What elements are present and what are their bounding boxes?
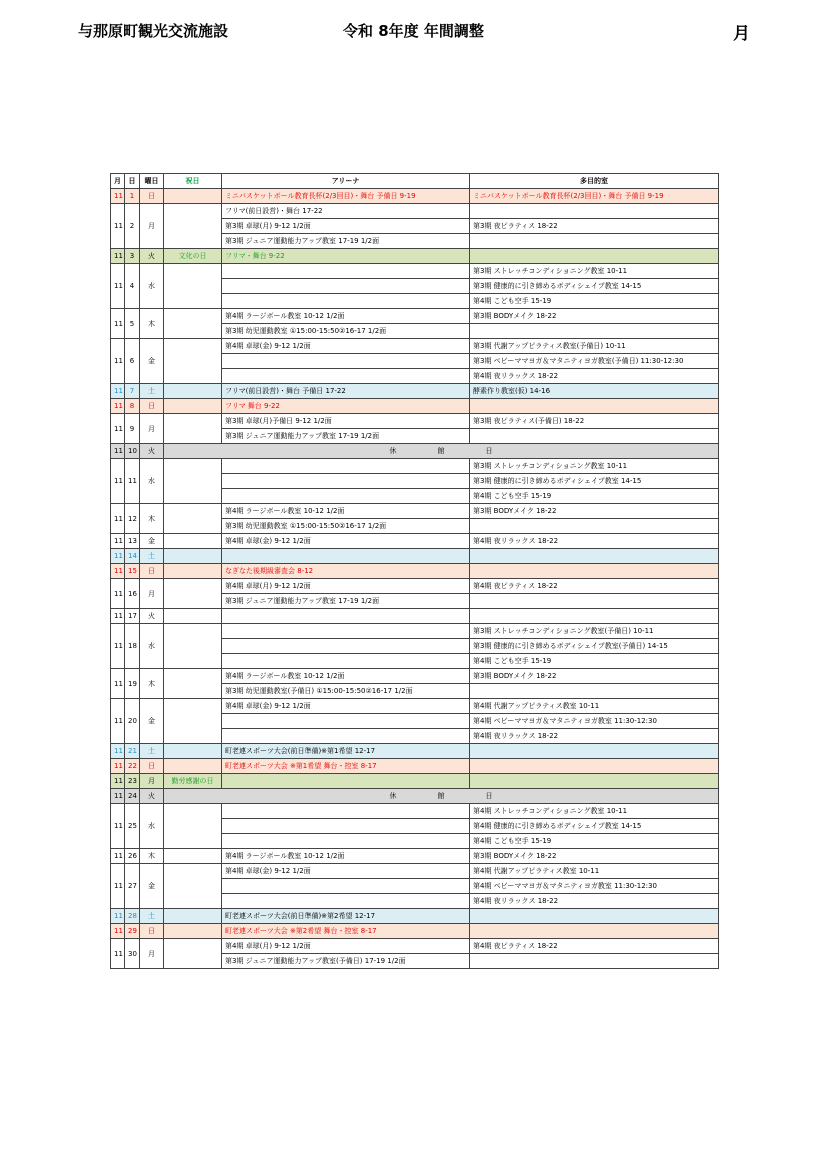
cell-m: 11 — [111, 504, 125, 534]
cell-m: 11 — [111, 789, 125, 804]
cell-m: 11 — [111, 909, 125, 924]
schedule-table — [110, 173, 719, 969]
cell-m: 11 — [111, 849, 125, 864]
cell-m: 11 — [111, 264, 125, 309]
arena-event: 町老連スポーツ大会(前日準備)※第2希望 12-17 — [222, 909, 470, 924]
cell-d: 25 — [125, 804, 140, 849]
table-row — [111, 744, 719, 759]
closed-label-char: 日 — [485, 447, 493, 455]
cell-h: 勤労感謝の日 — [164, 774, 222, 789]
closed-label-char: 休 — [389, 447, 397, 455]
cell-h — [164, 564, 222, 579]
cell-d: 18 — [125, 624, 140, 669]
cell-h — [164, 609, 222, 624]
cell-m: 11 — [111, 699, 125, 744]
cell-d: 7 — [125, 384, 140, 399]
arena-event: 第4期 ラージボール教室 10-12 1/2面 — [222, 504, 470, 519]
table-row — [111, 924, 719, 939]
cell-m: 11 — [111, 444, 125, 459]
cell-d: 13 — [125, 534, 140, 549]
arena-event: 第4期 ラージボール教室 10-12 1/2面 — [222, 849, 470, 864]
multipurpose-event: 第4期 夜ピラティス 18-22 — [470, 939, 719, 954]
cell-d: 1 — [125, 189, 140, 204]
multipurpose-event — [470, 684, 719, 699]
cell-m: 11 — [111, 774, 125, 789]
table-row — [111, 624, 719, 639]
cell-m: 11 — [111, 384, 125, 399]
cell-m: 11 — [111, 309, 125, 339]
cell-m: 11 — [111, 399, 125, 414]
table-row — [111, 189, 719, 204]
cell-d: 22 — [125, 759, 140, 774]
table-row — [111, 549, 719, 564]
multipurpose-event: 第3期 ベビーママヨガ＆マタニティヨガ教室(予備日) 11:30-12:30 — [470, 354, 719, 369]
cell-m: 11 — [111, 864, 125, 909]
closed-day-cell — [164, 789, 719, 804]
arena-event: 第3期 ジュニア運動能力アップ教室 17-19 1/2面 — [222, 234, 470, 249]
cell-h — [164, 504, 222, 534]
arena-event: 第4期 卓球(金) 9-12 1/2面 — [222, 699, 470, 714]
cell-h — [164, 384, 222, 399]
table-row — [111, 444, 719, 459]
cell-w: 木 — [140, 504, 164, 534]
multipurpose-event — [470, 429, 719, 444]
cell-d: 26 — [125, 849, 140, 864]
arena-event — [222, 834, 470, 849]
cell-d: 28 — [125, 909, 140, 924]
cell-w: 火 — [140, 444, 164, 459]
multipurpose-event — [470, 324, 719, 339]
arena-event: 第3期 卓球(月) 9-12 1/2面 — [222, 219, 470, 234]
document-title: 令和 8年度 年間調整 — [343, 22, 484, 40]
multipurpose-event: 第3期 夜ピラティス 18-22 — [470, 219, 719, 234]
cell-m: 11 — [111, 804, 125, 849]
table-row — [111, 609, 719, 624]
cell-w: 月 — [140, 579, 164, 609]
arena-event: フリマ(前日設営)・舞台 予備日 17-22 — [222, 384, 470, 399]
arena-event: 第4期 ラージボール教室 10-12 1/2面 — [222, 309, 470, 324]
multipurpose-event: 第4期 こども空手 15-19 — [470, 294, 719, 309]
cell-w: 月 — [140, 204, 164, 249]
cell-h — [164, 624, 222, 669]
facility-name: 与那原町観光交流施設 — [78, 22, 229, 40]
arena-event — [222, 474, 470, 489]
multipurpose-event: 第4期 代謝アップピラティス教室 10-11 — [470, 699, 719, 714]
table-row — [111, 804, 719, 819]
table-row — [111, 459, 719, 474]
cell-m: 11 — [111, 459, 125, 504]
cell-m: 11 — [111, 744, 125, 759]
cell-d: 20 — [125, 699, 140, 744]
table-row — [111, 699, 719, 714]
col-holiday: 祝日 — [164, 174, 222, 189]
multipurpose-event — [470, 204, 719, 219]
cell-h — [164, 204, 222, 249]
col-multipurpose: 多目的室 — [470, 174, 719, 189]
arena-event — [222, 714, 470, 729]
cell-h — [164, 549, 222, 564]
cell-w: 水 — [140, 264, 164, 309]
cell-w: 日 — [140, 399, 164, 414]
arena-event: 第4期 卓球(月) 9-12 1/2面 — [222, 579, 470, 594]
arena-event: 第4期 卓球(金) 9-12 1/2面 — [222, 339, 470, 354]
multipurpose-event — [470, 519, 719, 534]
cell-d: 21 — [125, 744, 140, 759]
closed-label-char: 日 — [485, 792, 493, 800]
cell-w: 水 — [140, 804, 164, 849]
cell-h — [164, 909, 222, 924]
cell-w: 金 — [140, 534, 164, 549]
col-month: 月 — [111, 174, 125, 189]
table-row — [111, 789, 719, 804]
arena-event: 第4期 ラージボール教室 10-12 1/2面 — [222, 669, 470, 684]
cell-m: 11 — [111, 609, 125, 624]
arena-event — [222, 654, 470, 669]
cell-d: 27 — [125, 864, 140, 909]
arena-event — [222, 549, 470, 564]
arena-event: 第3期 卓球(月)予備日 9-12 1/2面 — [222, 414, 470, 429]
multipurpose-event: 酵素作り教室(仮) 14-16 — [470, 384, 719, 399]
cell-h — [164, 699, 222, 744]
cell-h — [164, 189, 222, 204]
arena-event — [222, 354, 470, 369]
cell-d: 10 — [125, 444, 140, 459]
cell-w: 水 — [140, 624, 164, 669]
table-row — [111, 534, 719, 549]
arena-event: 町老連スポーツ大会(前日準備)※第1希望 12-17 — [222, 744, 470, 759]
multipurpose-event: 第4期 夜リラックス 18-22 — [470, 894, 719, 909]
cell-h — [164, 849, 222, 864]
cell-w: 日 — [140, 924, 164, 939]
cell-d: 15 — [125, 564, 140, 579]
table-row — [111, 909, 719, 924]
table-row — [111, 759, 719, 774]
arena-event: 第3期 ジュニア運動能力アップ教室 17-19 1/2面 — [222, 594, 470, 609]
cell-w: 金 — [140, 864, 164, 909]
table-row — [111, 309, 719, 324]
closed-label-char: 休 — [389, 792, 397, 800]
multipurpose-event: 第4期 ベビーママヨガ＆マタニティヨガ教室 11:30-12:30 — [470, 714, 719, 729]
arena-event: 第3期 幼児運動教室(予備日) ①15:00-15:50②16-17 1/2面 — [222, 684, 470, 699]
multipurpose-event — [470, 249, 719, 264]
cell-w: 土 — [140, 744, 164, 759]
arena-event — [222, 729, 470, 744]
arena-event: 第4期 卓球(金) 9-12 1/2面 — [222, 534, 470, 549]
cell-w: 水 — [140, 459, 164, 504]
multipurpose-event: ミニバスケットボール教育長杯(2/3回目)・舞台 予備日 9-19 — [470, 189, 719, 204]
arena-event: ミニバスケットボール教育長杯(2/3回目)・舞台 予備日 9-19 — [222, 189, 470, 204]
multipurpose-event: 第4期 ベビーママヨガ＆マタニティヨガ教室 11:30-12:30 — [470, 879, 719, 894]
table-row — [111, 339, 719, 354]
cell-w: 土 — [140, 549, 164, 564]
cell-d: 29 — [125, 924, 140, 939]
arena-event — [222, 819, 470, 834]
arena-event — [222, 624, 470, 639]
cell-d: 8 — [125, 399, 140, 414]
arena-event — [222, 879, 470, 894]
table-row — [111, 399, 719, 414]
arena-event — [222, 774, 470, 789]
multipurpose-event: 第4期 こども空手 15-19 — [470, 654, 719, 669]
cell-w: 木 — [140, 669, 164, 699]
arena-event — [222, 609, 470, 624]
col-weekday: 曜日 — [140, 174, 164, 189]
table-row — [111, 564, 719, 579]
cell-w: 日 — [140, 564, 164, 579]
cell-m: 11 — [111, 249, 125, 264]
cell-h — [164, 579, 222, 609]
multipurpose-event — [470, 774, 719, 789]
cell-w: 木 — [140, 849, 164, 864]
cell-m: 11 — [111, 669, 125, 699]
table-row — [111, 939, 719, 954]
table-row — [111, 579, 719, 594]
cell-m: 11 — [111, 939, 125, 969]
cell-w: 木 — [140, 309, 164, 339]
cell-m: 11 — [111, 549, 125, 564]
cell-m: 11 — [111, 564, 125, 579]
closed-label-char: 館 — [437, 792, 445, 800]
cell-h — [164, 459, 222, 504]
cell-h — [164, 414, 222, 444]
arena-event: 第3期 幼児運動教室 ①15:00-15:50②16-17 1/2面 — [222, 324, 470, 339]
cell-m: 11 — [111, 414, 125, 444]
multipurpose-event: 第4期 代謝アップピラティス教室 10-11 — [470, 864, 719, 879]
arena-event: フリマ・舞台 9-22 — [222, 249, 470, 264]
multipurpose-event — [470, 924, 719, 939]
cell-d: 16 — [125, 579, 140, 609]
table-row — [111, 849, 719, 864]
cell-h — [164, 339, 222, 384]
cell-w: 日 — [140, 189, 164, 204]
cell-h — [164, 534, 222, 549]
arena-event: 町老連スポーツ大会 ※第1希望 舞台・控室 8-17 — [222, 759, 470, 774]
cell-d: 19 — [125, 669, 140, 699]
month-label: 月 — [733, 24, 750, 44]
cell-h — [164, 804, 222, 849]
cell-w: 金 — [140, 339, 164, 384]
multipurpose-event — [470, 564, 719, 579]
arena-event — [222, 369, 470, 384]
cell-h — [164, 669, 222, 699]
arena-event: 第4期 卓球(月) 9-12 1/2面 — [222, 939, 470, 954]
arena-event — [222, 459, 470, 474]
multipurpose-event: 第3期 BODYメイク 18-22 — [470, 309, 719, 324]
arena-event: フリマ 舞台 9-22 — [222, 399, 470, 414]
arena-event — [222, 489, 470, 504]
cell-h — [164, 759, 222, 774]
cell-w: 土 — [140, 909, 164, 924]
arena-event — [222, 294, 470, 309]
cell-m: 11 — [111, 204, 125, 249]
arena-event: 第3期 ジュニア運動能力アップ教室(予備日) 17-19 1/2面 — [222, 954, 470, 969]
cell-m: 11 — [111, 759, 125, 774]
cell-h — [164, 399, 222, 414]
table-row — [111, 384, 719, 399]
cell-m: 11 — [111, 624, 125, 669]
cell-d: 24 — [125, 789, 140, 804]
multipurpose-event: 第4期 ストレッチコンディショニング教室 10-11 — [470, 804, 719, 819]
cell-w: 月 — [140, 414, 164, 444]
arena-event: なぎなた後期級審査会 8-12 — [222, 564, 470, 579]
cell-d: 11 — [125, 459, 140, 504]
arena-event — [222, 894, 470, 909]
multipurpose-event: 第4期 こども空手 15-19 — [470, 834, 719, 849]
arena-event: フリマ(前日設営)・舞台 17-22 — [222, 204, 470, 219]
cell-h — [164, 264, 222, 309]
cell-d: 5 — [125, 309, 140, 339]
cell-h — [164, 744, 222, 759]
multipurpose-event — [470, 234, 719, 249]
arena-event: 第3期 幼児運動教室 ①15:00-15:50②16-17 1/2面 — [222, 519, 470, 534]
multipurpose-event: 第3期 夜ピラティス(予備日) 18-22 — [470, 414, 719, 429]
arena-event — [222, 639, 470, 654]
multipurpose-event: 第3期 BODYメイク 18-22 — [470, 849, 719, 864]
cell-d: 6 — [125, 339, 140, 384]
cell-d: 4 — [125, 264, 140, 309]
multipurpose-event — [470, 549, 719, 564]
multipurpose-event — [470, 399, 719, 414]
table-row — [111, 774, 719, 789]
cell-m: 11 — [111, 924, 125, 939]
multipurpose-event: 第3期 BODYメイク 18-22 — [470, 669, 719, 684]
multipurpose-event: 第3期 ストレッチコンディショニング教室 10-11 — [470, 459, 719, 474]
cell-w: 火 — [140, 789, 164, 804]
cell-h — [164, 939, 222, 969]
table-row — [111, 204, 719, 219]
cell-w: 金 — [140, 699, 164, 744]
cell-d: 14 — [125, 549, 140, 564]
cell-h — [164, 864, 222, 909]
multipurpose-event: 第4期 夜ピラティス 18-22 — [470, 579, 719, 594]
col-day: 日 — [125, 174, 140, 189]
multipurpose-event: 第3期 健康的に引き締めるボディシェイプ教室(予備日) 14-15 — [470, 639, 719, 654]
cell-w: 土 — [140, 384, 164, 399]
cell-h — [164, 309, 222, 339]
cell-d: 12 — [125, 504, 140, 534]
cell-w: 月 — [140, 939, 164, 969]
cell-w: 日 — [140, 759, 164, 774]
multipurpose-event: 第3期 BODYメイク 18-22 — [470, 504, 719, 519]
closed-day-cell — [164, 444, 719, 459]
multipurpose-event — [470, 594, 719, 609]
cell-d: 2 — [125, 204, 140, 249]
cell-w: 火 — [140, 609, 164, 624]
cell-h: 文化の日 — [164, 249, 222, 264]
multipurpose-event: 第3期 健康的に引き締めるボディシェイプ教室 14-15 — [470, 474, 719, 489]
multipurpose-event — [470, 759, 719, 774]
table-header-row — [111, 174, 719, 189]
cell-d: 9 — [125, 414, 140, 444]
multipurpose-event: 第4期 夜リラックス 18-22 — [470, 729, 719, 744]
multipurpose-event — [470, 744, 719, 759]
cell-m: 11 — [111, 189, 125, 204]
cell-d: 30 — [125, 939, 140, 969]
table-row — [111, 249, 719, 264]
cell-d: 3 — [125, 249, 140, 264]
cell-d: 23 — [125, 774, 140, 789]
multipurpose-event: 第3期 健康的に引き締めるボディシェイプ教室 14-15 — [470, 279, 719, 294]
multipurpose-event: 第3期 ストレッチコンディショニング教室(予備日) 10-11 — [470, 624, 719, 639]
multipurpose-event: 第3期 ストレッチコンディショニング教室 10-11 — [470, 264, 719, 279]
closed-label-char: 館 — [437, 447, 445, 455]
cell-m: 11 — [111, 579, 125, 609]
cell-w: 月 — [140, 774, 164, 789]
cell-h — [164, 924, 222, 939]
cell-w: 火 — [140, 249, 164, 264]
arena-event: 第4期 卓球(金) 9-12 1/2面 — [222, 864, 470, 879]
cell-m: 11 — [111, 534, 125, 549]
multipurpose-event — [470, 909, 719, 924]
multipurpose-event: 第4期 夜リラックス 18-22 — [470, 534, 719, 549]
table-row — [111, 414, 719, 429]
multipurpose-event — [470, 954, 719, 969]
arena-event — [222, 279, 470, 294]
multipurpose-event: 第4期 こども空手 15-19 — [470, 489, 719, 504]
arena-event — [222, 804, 470, 819]
arena-event: 第3期 ジュニア運動能力アップ教室 17-19 1/2面 — [222, 429, 470, 444]
multipurpose-event: 第4期 健康的に引き締めるボディシェイプ教室 14-15 — [470, 819, 719, 834]
table-row — [111, 264, 719, 279]
multipurpose-event — [470, 609, 719, 624]
arena-event: 町老連スポーツ大会 ※第2希望 舞台・控室 8-17 — [222, 924, 470, 939]
table-row — [111, 504, 719, 519]
cell-m: 11 — [111, 339, 125, 384]
cell-d: 17 — [125, 609, 140, 624]
arena-event — [222, 264, 470, 279]
multipurpose-event: 第4期 夜リラックス 18-22 — [470, 369, 719, 384]
table-row — [111, 864, 719, 879]
table-row — [111, 669, 719, 684]
col-arena: アリーナ — [222, 174, 470, 189]
multipurpose-event: 第3期 代謝アップピラティス教室(予備日) 10-11 — [470, 339, 719, 354]
